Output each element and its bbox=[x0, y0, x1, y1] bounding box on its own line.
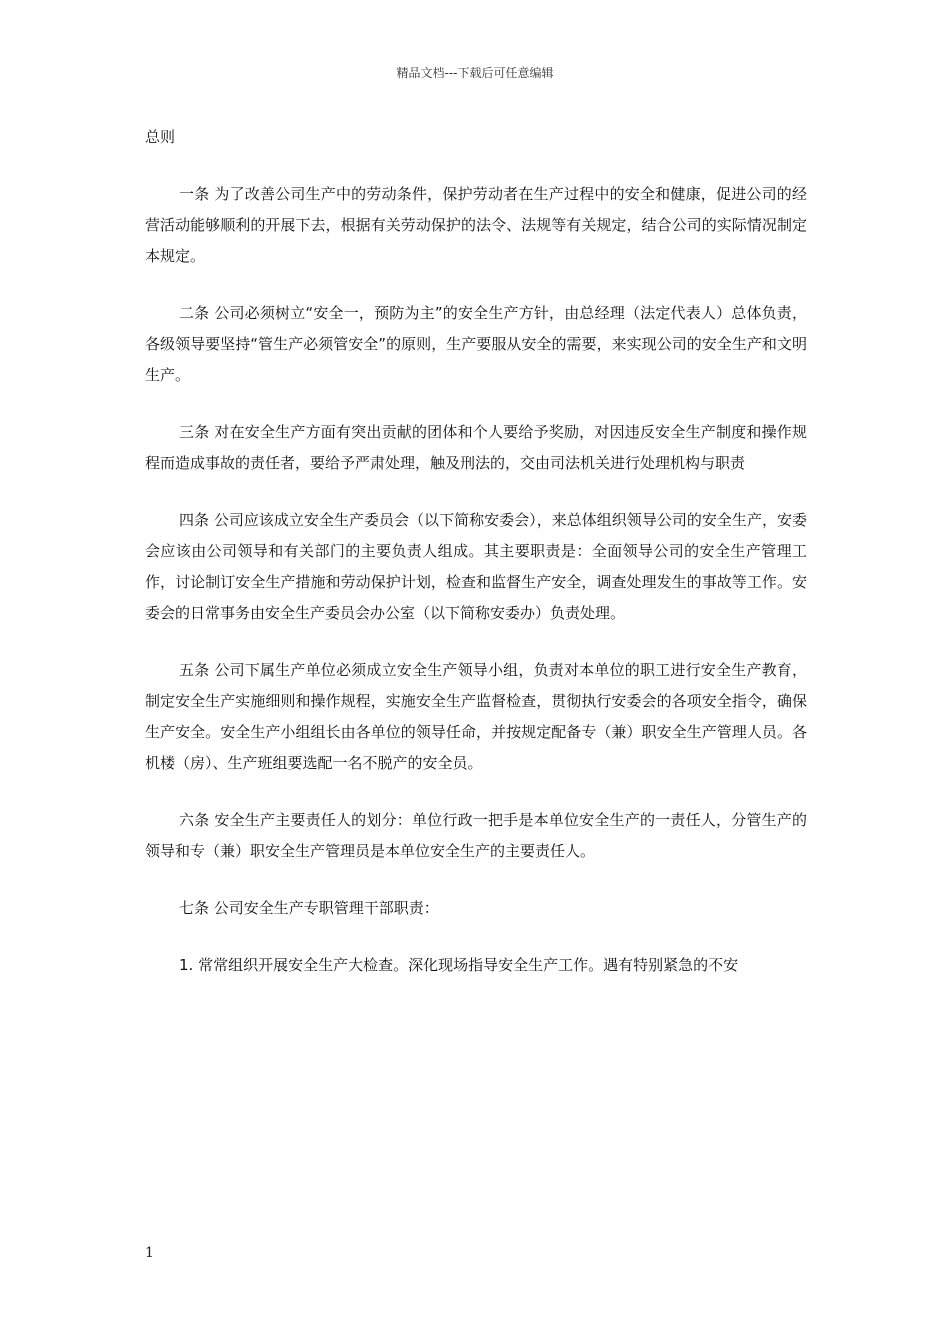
article-paragraph-7: 七条 公司安全生产专职管理干部职责： bbox=[179, 899, 439, 917]
section-title: 总则 bbox=[145, 128, 176, 146]
article-paragraph-1: 一条 为了改善公司生产中的劳动条件，保护劳动者在生产过程中的安全和健康，促进公司的经营活动能够顺利的开展下去，根据有关劳动保护的法令、法规等有关规定，结合公司的实际情况制定本规定。 bbox=[145, 185, 807, 265]
document-body bbox=[145, 122, 807, 1007]
page-number: 1 bbox=[145, 1245, 154, 1261]
article-paragraph-4: 四条 公司应该成立安全生产委员会（以下简称安委会），来总体组织领导公司的安全生产，安委会应该由公司领导和有关部门的主要负责人组成。其主要职责是：全面领导公司的安全生产管理工作，讨论制订安全生产措施和劳动保护计划，检查和监督生产安全，调查处理发生的事故等工作。安委会的日常事务由安全生产委员会办公室（以下简称安委办）负责处理。 bbox=[145, 511, 807, 622]
article-paragraph-6: 六条 安全生产主要责任人的划分：单位行政一把手是本单位安全生产的一责任人，分管生产的领导和专（兼）职安全生产管理员是本单位安全生产的主要责任人。 bbox=[145, 811, 807, 860]
article-paragraph-3: 三条 对在安全生产方面有突出贡献的团体和个人要给予奖励，对因违反安全生产制度和操作规程而造成事故的责任者，要给予严肃处理，触及刑法的，交由司法机关进行处理机构与职责 bbox=[145, 423, 807, 472]
article-paragraph-2: 二条 公司必须树立“安全一，预防为主”的安全生产方针，由总经理（法定代表人）总体负责，各级领导要坚持“管生产必须管安全”的原则，生产要服从安全的需要，来实现公司的安全生产和文明生产。 bbox=[145, 304, 807, 384]
article-paragraph-5: 五条 公司下属生产单位必须成立安全生产领导小组，负责对本单位的职工进行安全生产教育，制定安全生产实施细则和操作规程，实施安全生产监督检查，贯彻执行安委会的各项安全指令，确保生产安全。安全生产小组组长由各单位的领导任命，并按规定配备专（兼）职安全生产管理人员。各机楼（房）、生产班组要选配一名不脱产的安全员。 bbox=[145, 661, 807, 772]
page-header: 精品文档---下载后可任意编辑 bbox=[396, 66, 554, 80]
list-item-1: 1. 常常组织开展安全生产大检查。深化现场指导安全生产工作。遇有特别紧急的不安 bbox=[179, 956, 739, 974]
